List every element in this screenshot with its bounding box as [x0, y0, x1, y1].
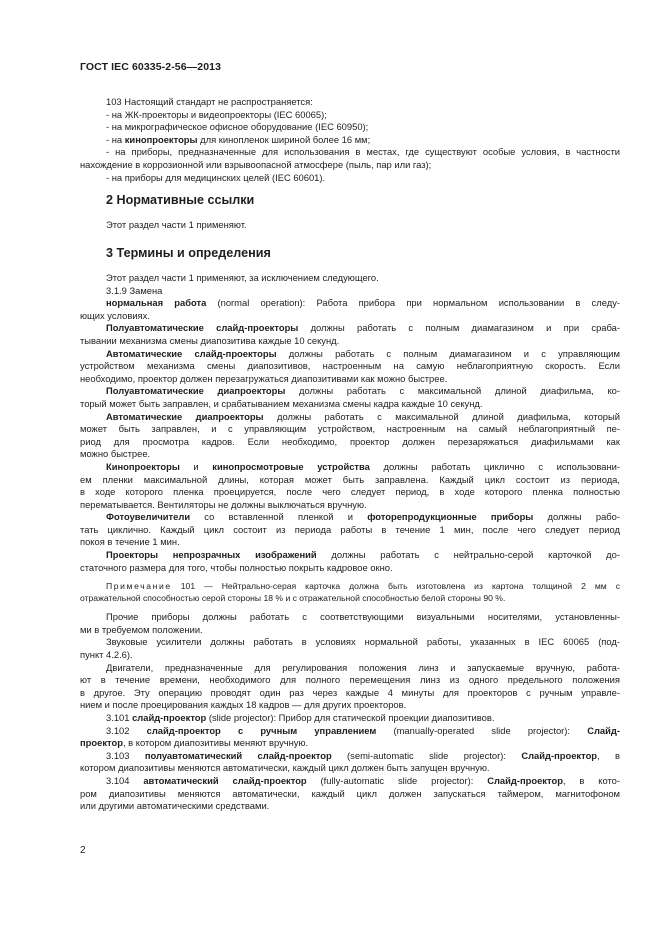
paragraph: Проекторы непрозрачных изображений должны работать с нейтрально-серой карточкой до- [106, 549, 620, 561]
definition-continuation: котором диапозитивы меняются автоматически, каждый цикл должен быть запущен вручную. [80, 762, 490, 774]
paragraph-continuation: ют в течение времени, необходимого для полного перемещения линз из одного предельного положения [80, 674, 620, 686]
paragraph: Полуавтоматические диапроекторы должны работать с максимальной длиной диафильма, ко- [106, 385, 620, 397]
note-label: Примечание [106, 581, 172, 592]
paragraph-continuation: ми в требуемом положении. [80, 623, 203, 635]
list-item: - на приборы для медицинских целей (IEC 60601). [106, 171, 326, 183]
section-3-body [80, 272, 620, 813]
page-number: 2 [80, 845, 86, 856]
paragraph-continuation: в ходе которого пленка проецируется, после чего следует период, в ходе которого пленка полностью [80, 486, 620, 498]
paragraph-continuation: ем пленки максимальной длины, которая может быть заправлена. Каждый цикл состоит из периода, [80, 473, 620, 485]
paragraph-continuation: пункт 4.2.6). [80, 649, 133, 661]
standard-header: ГОСТ IEC 60335-2-56—2013 [80, 61, 222, 73]
paragraph-continuation: в другое. Эту операцию проводят один раз через каждые 4 минуты для проекторов с ручным управле- [80, 686, 620, 698]
paragraph: Автоматические диапроекторы должны работать с максимальной длиной диафильма, который [106, 410, 620, 422]
list-item: - на приборы, предназначенные для использования в местах, где существуют особые условия, в частности [106, 146, 620, 158]
definition-continuation: или другими автоматическими средствами. [80, 800, 270, 812]
paragraph-continuation: перематывается. Вентиляторы не должны выключаться вручную. [80, 498, 367, 510]
clause-heading: 3.1.9 Замена [106, 284, 163, 296]
section-2-heading: 2 Нормативные ссылки [106, 193, 255, 207]
paragraph: Кинопроекторы и кинопросмотровые устройства должны работать циклично с использовани- [106, 460, 621, 472]
paragraph: Этот раздел части 1 применяют, за исключением следующего. [106, 272, 379, 283]
scope-intro: 103 Настоящий стандарт не распространяется: [106, 96, 313, 107]
list-item: - на ЖК-проекторы и видеопроекторы (IEC 60065); [106, 108, 327, 120]
paragraph-continuation: покоя в течение 1 мин. [80, 536, 180, 548]
paragraph-continuation: статочного размера для того, чтобы полностью покрыть кадровое окно. [80, 561, 393, 573]
paragraph-continuation: ющих условиях. [80, 309, 150, 321]
section-3-heading: 3 Термины и определения [106, 246, 271, 260]
paragraph-continuation: можно быстрее. [80, 448, 151, 460]
scope-exclusions [80, 96, 620, 184]
paragraph: Двигатели, предназначенные для регулирования положения линз и запускаемые вручную, работа- [106, 661, 620, 673]
note-continuation: отражательной способностью серой стороны 18 % и с отражательной способностью белой стороны 90 %. [80, 592, 506, 603]
definition-continuation: ром диапозитивы меняются автоматически, каждый цикл должен запускаться таймером, магнитофоном [80, 787, 620, 799]
paragraph-continuation: необходимо, проектор должен перезагружаться диапозитивами как можно быстрее. [80, 372, 448, 384]
paragraph-continuation: тывании механизма смены диапозитива каждые 10 секунд. [80, 334, 340, 346]
definition-3-103: 3.103 полуавтоматический слайд-проектор (semi-automatic slide projector): Слайд-проектор, в [106, 749, 620, 761]
paragraph-continuation: нием и после проецирования каждых 18 кадров — для других проекторов. [80, 699, 407, 711]
definition-3-101: 3.101 слайд-проектор (slide projector): Прибор для статической проекции диапозитивов. [106, 712, 495, 723]
definition-3-102: 3.102 слайд-проектор с ручным управлением (manually-operated slide projector): Слайд- [106, 724, 620, 736]
list-item-continuation: нахождение в коррозионной или взрывоопасной атмосфере (пыль, пар или газ); [80, 158, 432, 170]
paragraph: Этот раздел части 1 применяют. [106, 219, 247, 230]
list-item: - на кинопроекторы для кинопленок шириной более 16 мм; [106, 133, 371, 145]
paragraph-continuation: тать циклично. Каждый цикл состоит из периода работы в течение 1 мин, после чего следует период [80, 523, 620, 535]
paragraph: Автоматические слайд-проекторы должны работать с полным диамагазином и с управляющим [106, 347, 620, 359]
paragraph-continuation: торый может быть заправлен, и срабатыванием механизма смены кадра каждые 10 секунд. [80, 397, 483, 409]
paragraph: Фотоувеличители со вставленной пленкой и фоторепродукционные приборы должны рабо- [106, 511, 621, 523]
paragraph-continuation: риод для просмотра кадров. Если необходимо, проектор должен перезаряжаться диафильмами как [80, 435, 620, 447]
paragraph: нормальная работа (normal operation): Работа прибора при нормальном использовании в следу- [106, 297, 621, 309]
section-2-body [80, 219, 620, 232]
paragraph-continuation: устройством механизма смены диапозитивов, настроенным на самую неблагоприятную скорость. Если [80, 360, 620, 372]
paragraph: Звуковые усилители должны работать в условиях нормальной работы, указанных в IEC 60065 (под- [106, 636, 620, 648]
paragraph-continuation: может быть заправлен, и с управляющим устройством, настроенным на самый неблагоприятный пе- [80, 423, 620, 435]
paragraph: Прочие приборы должны работать с соответствующими визуальными носителями, установленны- [106, 611, 620, 623]
note: Примечание 101 — Нейтрально-серая карточка должна быть изготовлена из картона толщиной 2 мм с [106, 581, 620, 592]
paragraph: Полуавтоматические слайд-проекторы должны работать с полным диамагазином и при сраба- [106, 322, 620, 334]
definition-continuation: проектор, в котором диапозитивы меняют вручную. [80, 737, 309, 749]
list-item: - на микрографическое офисное оборудование (IEC 60950); [106, 121, 369, 133]
definition-3-104: 3.104 автоматический слайд-проектор (fully-automatic slide projector): Слайд-проектор, в кото- [106, 774, 620, 786]
